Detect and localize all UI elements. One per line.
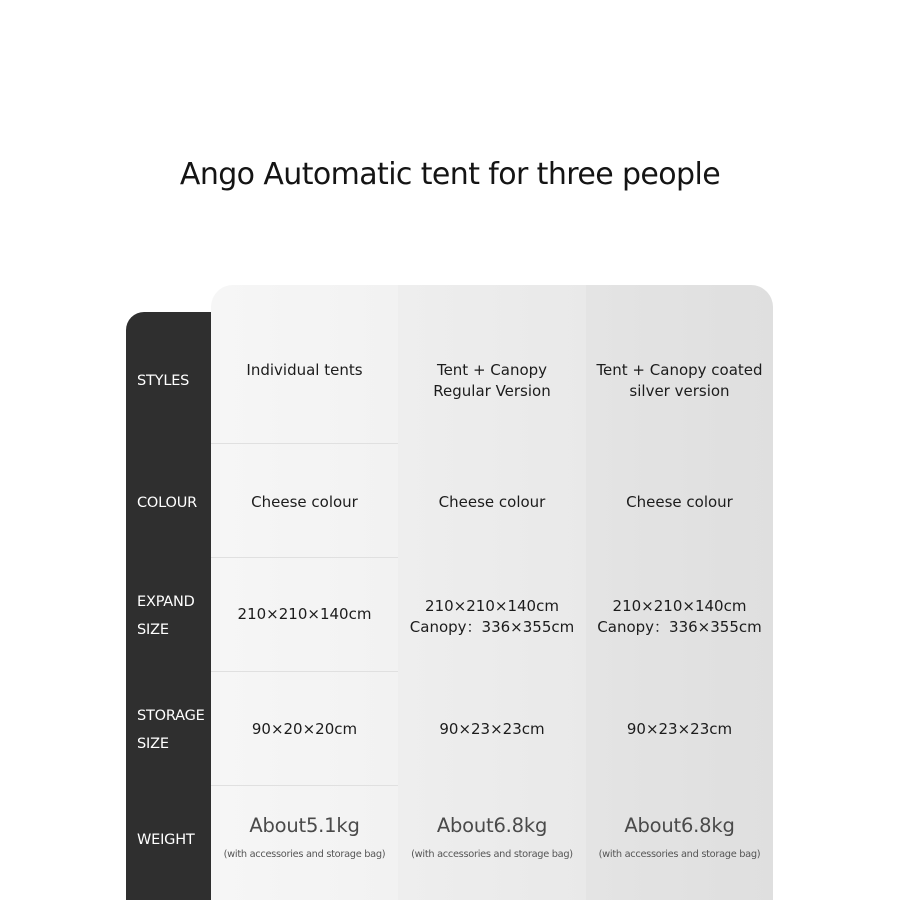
weight-value: About5.1kg: [249, 814, 360, 837]
storage-size-cell: 90×20×20cm: [251, 720, 358, 738]
style-text: Tent + Canopy: [436, 361, 548, 379]
style-cell: [211, 360, 398, 381]
row-label-text: COLOUR: [137, 495, 198, 511]
style-text: Regular Version: [433, 382, 551, 400]
weight-note: (with accessories and storage bag): [411, 849, 573, 860]
page-title: Ango Automatic tent for three people: [179, 157, 721, 192]
expand-size-cell: [398, 596, 586, 638]
row-label-colour: [126, 489, 211, 517]
column-individual-tents: [211, 285, 398, 900]
expand-size-text: 210×210×140cm: [425, 597, 559, 615]
column-tent-canopy-silver: [586, 285, 773, 900]
storage-size-cell: 90×23×23cm: [439, 720, 545, 738]
row-header-column: [126, 312, 211, 900]
style-text: Tent + Canopy coated: [596, 361, 763, 379]
row-label-storage-size: [126, 702, 211, 758]
weight-cell: [398, 813, 586, 862]
column-tent-canopy-regular: [398, 285, 586, 900]
row-label-text: EXPAND: [137, 594, 195, 610]
style-cell: [586, 360, 773, 402]
weight-value: About6.8kg: [624, 814, 735, 837]
row-label-text: WEIGHT: [137, 832, 195, 848]
style-text: silver version: [629, 382, 730, 400]
storage-size-cell: 90×23×23cm: [626, 720, 733, 738]
colour-cell: Cheese colour: [626, 493, 733, 511]
row-label-expand-size: [126, 588, 211, 644]
weight-value: About6.8kg: [436, 814, 548, 837]
row-label-text: STYLES: [137, 373, 190, 389]
row-label-text: STORAGE: [137, 708, 205, 724]
colour-cell: Cheese colour: [251, 493, 358, 511]
weight-cell: [586, 813, 773, 862]
row-label-text: SIZE: [137, 736, 169, 752]
expand-size-text: 210×210×140cm: [237, 605, 372, 623]
weight-cell: [211, 813, 398, 862]
expand-size-cell: [211, 604, 398, 625]
colour-cell: Cheese colour: [438, 493, 546, 511]
canopy-size-text: Canopy：336×355cm: [597, 618, 762, 636]
weight-note: (with accessories and storage bag): [223, 849, 386, 860]
row-label-text: SIZE: [137, 622, 169, 638]
canopy-size-text: Canopy：336×355cm: [409, 618, 575, 636]
row-label-styles: [126, 367, 211, 395]
style-text: Individual tents: [246, 361, 363, 379]
spec-table: [211, 285, 773, 900]
style-cell: [398, 360, 586, 402]
weight-note: (with accessories and storage bag): [598, 849, 761, 860]
row-label-weight: [126, 826, 211, 854]
expand-size-cell: [586, 596, 773, 638]
expand-size-text: 210×210×140cm: [612, 597, 747, 615]
